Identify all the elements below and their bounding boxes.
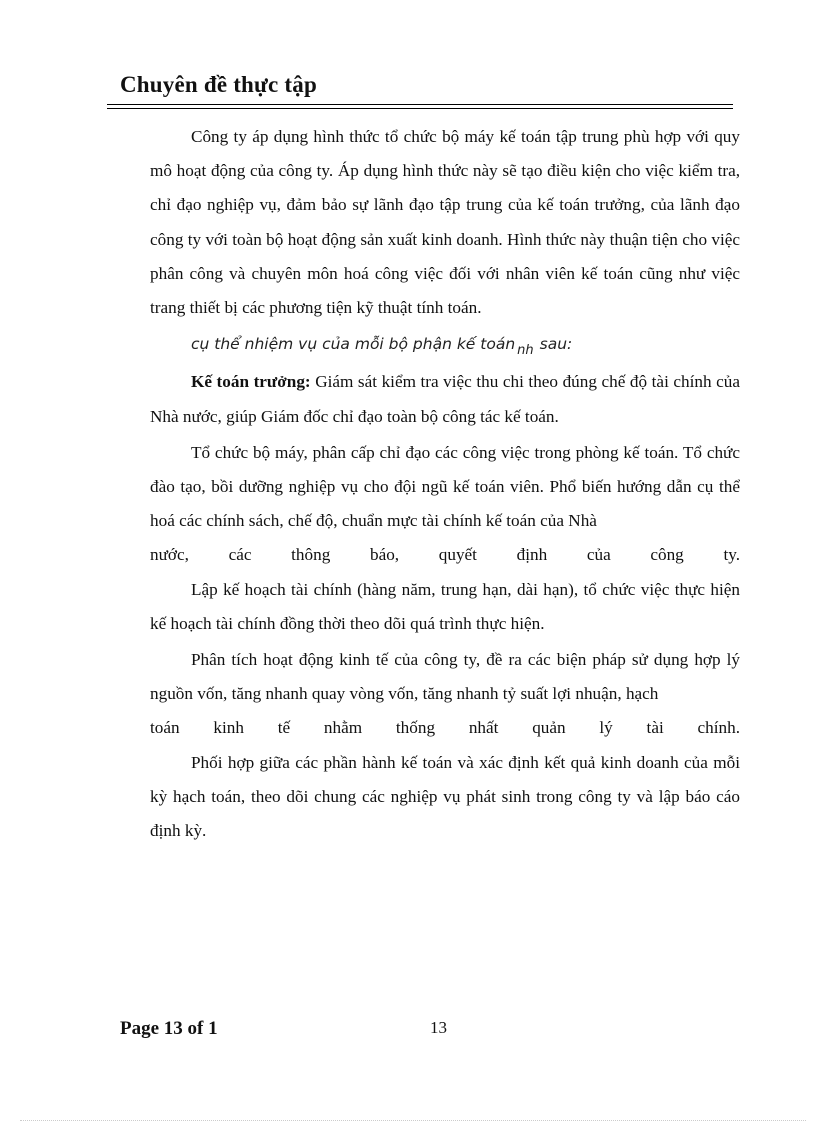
paragraph: Lập kế hoạch tài chính (hàng năm, trung hạn, dài hạn), tổ chức việc thực hiện kế hoạch tài chính đồng thời theo dõi quá trình thực hiện. — [150, 579, 740, 633]
page-edge-line — [20, 1120, 806, 1121]
paragraph-text: Giám sát kiểm tra việc thu chi theo đúng chế độ tài chính của Nhà nước, giúp Giám đốc chỉ đạo toàn bộ công tác kế toán. — [150, 372, 740, 426]
paragraph — [150, 436, 740, 539]
italic-text: cụ thể nhiệm vụ của mỗi bộ phận kế toán — [191, 335, 516, 354]
paragraph — [150, 643, 740, 711]
paragraph-text: Phân tích hoạt động kinh tế của công ty, đề ra các biện pháp sử dụng hợp lý nguồn vốn, tăng nhanh quay vòng vốn, tăng nhanh tỷ suất lợi nhuận, hạch — [150, 650, 740, 704]
document-body — [150, 120, 740, 848]
spread-line: toán kinh tế nhằm thống nhất quản lý tài chính. — [150, 718, 740, 738]
spread-line: nước, các thông báo, quyết định của công ty. — [150, 545, 740, 565]
page-header-title: Chuyên đề thực tập — [120, 72, 317, 97]
italic-text-end: sau: — [539, 335, 573, 354]
footer-page-number: 13 — [430, 1018, 447, 1037]
italic-subscript: nh — [517, 343, 534, 359]
footer-page-label: Page 13 of 1 — [120, 1018, 218, 1039]
bold-term: Kế toán trưởng: — [191, 372, 311, 392]
paragraph-text: Tổ chức bộ máy, phân cấp chỉ đạo các công việc trong phòng kế toán. Tổ chức đào tạo, bồi dưỡng nghiệp vụ cho đội ngũ kế toán viên. Phổ biến hướng dẫn cụ thể hoá các chính sách, chế độ, chuẩn mực tài chính kế toán của Nhà — [150, 442, 740, 531]
paragraph: Phối hợp giữa các phần hành kế toán và xác định kết quả kinh doanh của mỗi kỳ hạch toán, theo dõi chung các nghiệp vụ phát sinh trong công ty và lập báo cáo định kỳ. — [150, 752, 740, 841]
paragraph-chief-accountant — [150, 365, 740, 433]
italic-intro-line — [150, 327, 740, 363]
header-divider — [107, 104, 733, 109]
paragraph: Công ty áp dụng hình thức tổ chức bộ máy kế toán tập trung phù hợp với quy mô hoạt động của công ty. Áp dụng hình thức này sẽ tạo điều kiện cho việc kiểm tra, chỉ đạo nghiệp vụ, đảm bảo sự lãnh đạo tập trung của kế toán trưởng, của lãnh đạo công ty với toàn bộ hoạt động sản xuất kinh doanh. Hình thức này thuận tiện cho việc phân công và chuyên môn hoá công việc đối với nhân viên kế toán cũng như việc trang thiết bị các phương tiện kỹ thuật tính toán. — [150, 127, 740, 318]
